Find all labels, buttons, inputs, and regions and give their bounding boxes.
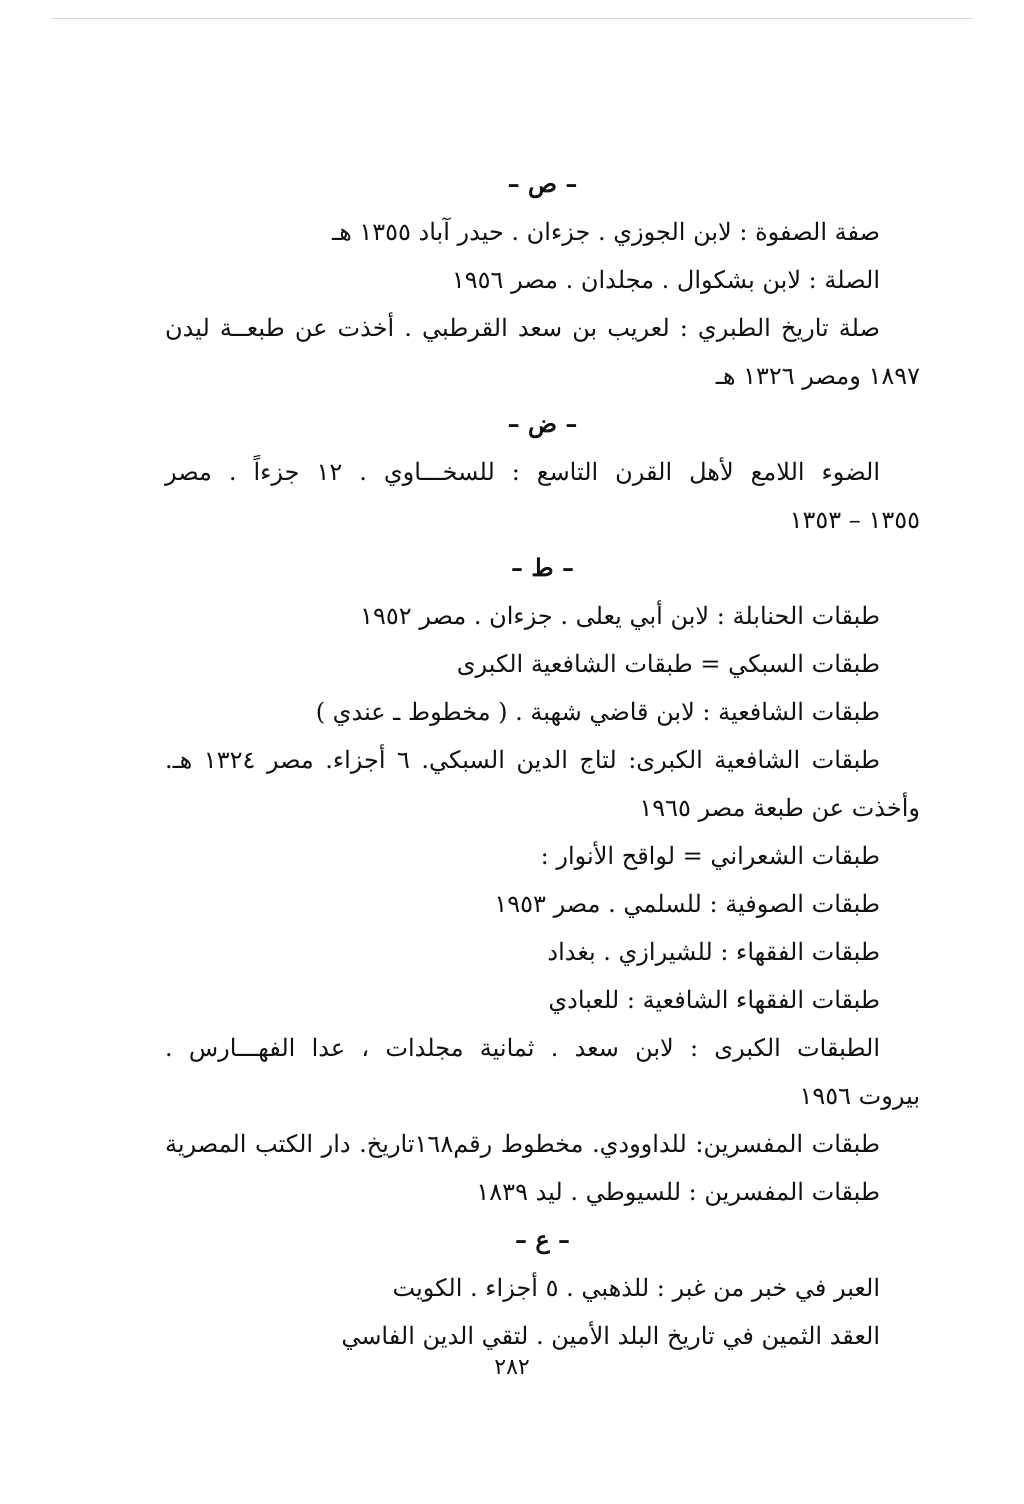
entry-ibar: العبر في خبر من غبر : للذهبي . ٥ أجزاء . الكويت — [392, 1274, 880, 1302]
entry-tabaqat-subki: طبقات السبكي = طبقات الشافعية الكبرى — [456, 650, 880, 678]
entry-sifat-safwa: صفة الصفوة : لابن الجوزي . جزءان . حيدر آباد ١٣٥٥ هـ — [332, 218, 880, 246]
entry-tabaqat-mufassirin-dawudi: طبقات المفسرين: للداوودي. مخطوط رقم١٦٨تاريخ. دار الكتب المصرية — [165, 1130, 881, 1158]
entry-tabaqat-kubra-continuation: بيروت ١٩٥٦ — [799, 1082, 920, 1110]
entry-tabaqat-hanabila: طبقات الحنابلة : لابن أبي يعلى . جزءان . مصر ١٩٥٢ — [360, 602, 880, 630]
entry-tabaqat-kubra: الطبقات الكبرى : لابن سعد . ثمانية مجلدات ، عدا الفهـــارس . — [165, 1034, 880, 1062]
section-heading-sad: – ص – — [507, 169, 578, 198]
entry-sila: الصلة : لابن بشكوال . مجلدان . مصر ١٩٥٦ — [451, 266, 880, 294]
entry-daw-lami: الضوء اللامع لأهل القرن التاسع : للسخـــاوي . ١٢ جزءاً . مصر — [165, 458, 880, 486]
entry-tabaqat-sufiyya: طبقات الصوفية : للسلمي . مصر ١٩٥٣ — [494, 890, 880, 918]
entry-tabaqat-shafiiya: طبقات الشافعية : لابن قاضي شهبة . ( مخطوط ـ عندي ) — [315, 698, 880, 726]
entry-silat-tarikh-continuation: ١٨٩٧ ومصر ١٣٢٦ هـ — [715, 362, 920, 390]
top-rule — [52, 18, 972, 19]
entry-daw-lami-continuation: ١٣٥٥ – ١٣٥٣ — [789, 506, 920, 534]
entry-tabaqat-fuqaha-shafiiya: طبقات الفقهاء الشافعية : للعبادي — [548, 986, 880, 1014]
entry-tabaqat-shafiiya-kubra: طبقات الشافعية الكبرى: لتاج الدين السبكي. ٦ أجزاء. مصر ١٣٢٤ هـ. — [165, 746, 880, 774]
section-heading-dad: – ض – — [507, 409, 578, 438]
bibliography-page — [165, 160, 920, 1360]
page-number: ٢٨٢ — [494, 1355, 530, 1380]
section-heading-ta: – ط – — [511, 553, 574, 582]
entry-tabaqat-fuqaha: طبقات الفقهاء : للشيرازي . بغداد — [547, 938, 880, 966]
entry-tabaqat-sharani: طبقات الشعراني = لواقح الأنوار : — [540, 842, 880, 870]
entry-silat-tarikh: صلة تاريخ الطبري : لعريب بن سعد القرطبي . أخذت عن طبعــة ليدن — [165, 314, 880, 342]
entry-tabaqat-shafiiya-kubra-continuation: وأخذت عن طبعة مصر ١٩٦٥ — [639, 794, 920, 822]
entry-iqd-thamin: العقد الثمين في تاريخ البلد الأمين . لتقي الدين الفاسي — [341, 1322, 880, 1350]
section-heading-ayn: – ع – — [514, 1225, 571, 1254]
entry-tabaqat-mufassirin-suyuti: طبقات المفسرين : للسيوطي . ليد ١٨٣٩ — [476, 1178, 880, 1206]
